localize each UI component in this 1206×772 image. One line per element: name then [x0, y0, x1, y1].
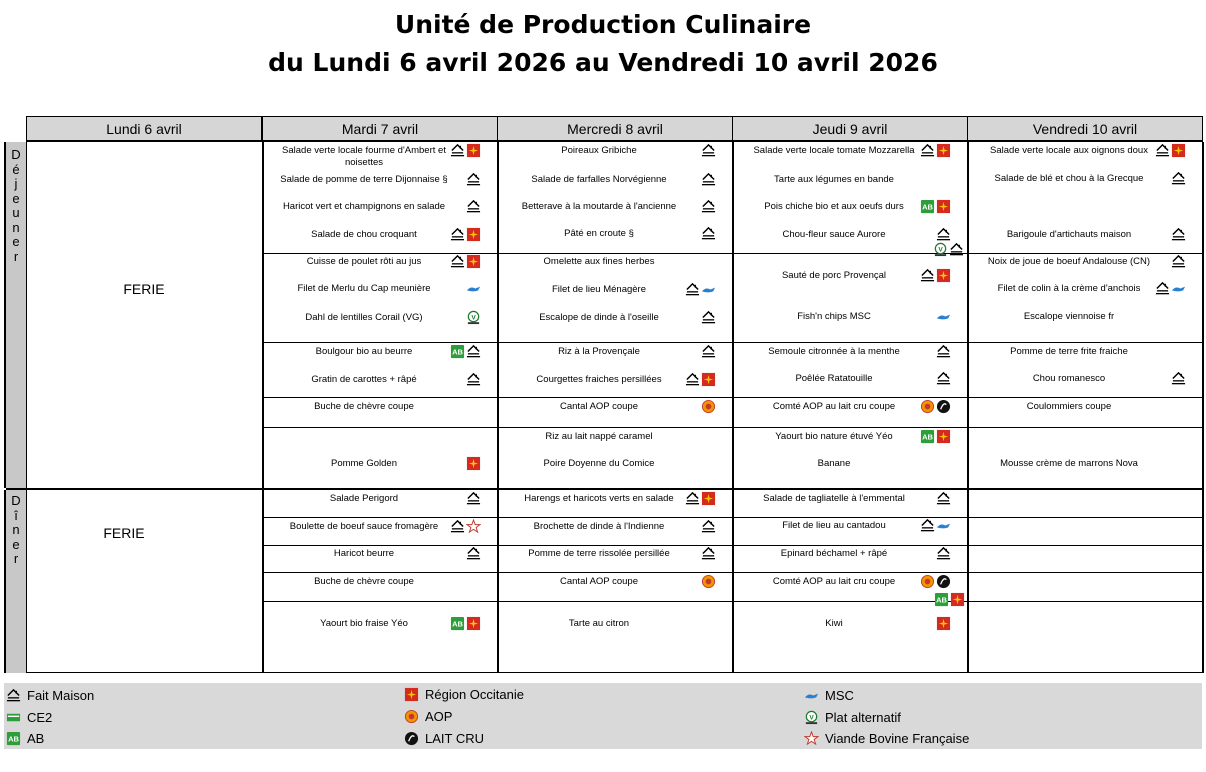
- menu-item-icons: [1155, 143, 1186, 158]
- legend-label: Plat alternatif: [825, 710, 901, 725]
- occitanie-icon: [936, 616, 951, 631]
- menu-item: Buche de chèvre coupe: [314, 401, 414, 412]
- fait-maison-icon: [920, 268, 935, 283]
- occitanie-icon: [701, 491, 716, 506]
- svg-text:V: V: [809, 714, 814, 722]
- grid-line: [263, 397, 1203, 398]
- fait-maison-icon: [949, 242, 964, 257]
- side-letter: n: [12, 522, 20, 537]
- occitanie-icon: [404, 687, 419, 702]
- menu-item-icons: [701, 143, 716, 158]
- grid-line: [732, 142, 734, 673]
- menu-item-icons: [450, 227, 481, 242]
- ce2-icon: [6, 710, 21, 725]
- side-letter: D: [11, 147, 21, 162]
- menu-item-icons: [685, 282, 716, 297]
- occitanie-icon: [936, 268, 951, 283]
- menu-item-icons: [936, 344, 951, 359]
- menu-item: Semoule citronnée à la menthe: [768, 346, 900, 357]
- msc-icon: [1171, 281, 1186, 296]
- menu-item: noisettes: [344, 157, 384, 168]
- menu-item: Dahl de lentilles Corail (VG): [305, 312, 423, 323]
- legend-label: LAIT CRU: [425, 731, 484, 746]
- menu-item-icons: [936, 546, 951, 561]
- menu-item-icons: [450, 519, 481, 534]
- menu-item: Riz au lait nappé caramel: [545, 431, 653, 442]
- plat-alternatif-icon: [466, 310, 481, 325]
- msc-icon: [936, 518, 951, 533]
- menu-item-icons: [1171, 371, 1186, 386]
- grid-line: [263, 253, 1203, 254]
- aop-icon: [920, 574, 935, 589]
- svg-text:AB: AB: [922, 202, 933, 212]
- occitanie-icon: [466, 227, 481, 242]
- menu-item: Filet de lieu au cantadou: [782, 520, 886, 531]
- menu-item-icons: [450, 616, 481, 631]
- fait-maison-icon: [701, 546, 716, 561]
- side-letter: r: [13, 551, 19, 566]
- page-title: Unité de Production Culinaire: [394, 10, 812, 39]
- menu-item: Coulommiers coupe: [1026, 401, 1112, 412]
- vbf-icon: [466, 519, 481, 534]
- menu-item: Pâté en croute §: [564, 228, 634, 239]
- legend-item: [404, 731, 484, 746]
- menu-item-icons: [936, 309, 951, 324]
- menu-item: Salade verte locale aux oignons doux: [990, 145, 1148, 156]
- menu-item: Epinard béchamel + râpé: [780, 548, 888, 559]
- menu-item-icons: [466, 281, 481, 296]
- menu-item-icons: [466, 199, 481, 214]
- legend-label: Fait Maison: [27, 688, 95, 703]
- fait-maison-icon: [701, 310, 716, 325]
- fait-maison-icon: [466, 546, 481, 561]
- menu-item: Haricot beurre: [333, 548, 395, 559]
- menu-item-icons: [685, 491, 716, 506]
- lait-cru-icon: [936, 399, 951, 414]
- grid-line: [263, 545, 1203, 546]
- grid-line: [26, 672, 1203, 673]
- fait-maison-icon: [685, 491, 700, 506]
- lait-cru-icon: [404, 731, 419, 746]
- ab-icon: [450, 616, 465, 631]
- fait-maison-icon: [1171, 254, 1186, 269]
- menu-item-icons: [466, 546, 481, 561]
- side-letter: î: [14, 507, 18, 523]
- menu-item: Cantal AOP coupe: [560, 576, 638, 587]
- menu-item-icons: [920, 429, 951, 444]
- menu-item-icons: [701, 574, 716, 589]
- menu-item-icons: [936, 491, 951, 506]
- menu-item: Tarte aux légumes en bande: [774, 174, 894, 185]
- legend-item: [6, 710, 52, 725]
- fait-maison-icon: [701, 519, 716, 534]
- fait-maison-icon: [466, 344, 481, 359]
- menu-item-icons: [450, 143, 481, 158]
- msc-icon: [936, 309, 951, 324]
- menu-item: Buche de chèvre coupe: [314, 576, 414, 587]
- menu-item: Betterave à la moutarde à l'ancienne: [521, 201, 677, 212]
- menu-item-icons: [936, 371, 951, 386]
- menu-item: Haricot vert et champignons en salade: [282, 201, 446, 212]
- side-letter: e: [12, 190, 20, 206]
- menu-item: Banane: [817, 458, 851, 469]
- fait-maison-icon: [701, 344, 716, 359]
- fait-maison-icon: [685, 372, 700, 387]
- menu-item-icons: [466, 372, 481, 387]
- menu-item: Escalope viennoise fr: [1023, 311, 1115, 322]
- legend-panel: [4, 683, 1202, 749]
- menu-item: Salade verte locale fourme d'Ambert et: [282, 145, 446, 156]
- menu-item: Boulgour bio au beurre: [315, 346, 413, 357]
- menu-item: Fish'n chips MSC: [797, 311, 871, 322]
- aop-icon: [404, 709, 419, 724]
- grid-line: [262, 142, 264, 673]
- legend-item: [804, 731, 969, 746]
- menu-item-icons: [466, 310, 481, 325]
- menu-item-icons: [1171, 227, 1186, 242]
- grid-line: [263, 601, 1203, 602]
- occitanie-icon: [936, 199, 951, 214]
- menu-item-icons: [466, 172, 481, 187]
- ferie-lunch: FERIE: [123, 281, 165, 297]
- menu-item-icons: [701, 344, 716, 359]
- occitanie-icon: [936, 429, 951, 444]
- fait-maison-icon: [685, 282, 700, 297]
- menu-item-icons: [701, 310, 716, 325]
- fait-maison-icon: [1171, 227, 1186, 242]
- menu-item: Chou romanesco: [1032, 373, 1106, 384]
- legend-label: AB: [27, 731, 45, 746]
- menu-item: Tarte au citron: [568, 618, 630, 629]
- menu-item: Pomme de terre frite fraiche: [1010, 346, 1128, 357]
- day-header-wednesday: Mercredi 8 avril: [497, 116, 733, 142]
- menu-item: Harengs et haricots verts en salade: [524, 493, 674, 504]
- menu-item: Salade verte locale tomate Mozzarella: [753, 145, 915, 156]
- fait-maison-icon: [701, 199, 716, 214]
- day-header-friday: Vendredi 10 avril: [967, 116, 1203, 142]
- menu-item: Comté AOP au lait cru coupe: [772, 576, 896, 587]
- fait-maison-icon: [936, 371, 951, 386]
- menu-item: Chou-fleur sauce Aurore: [782, 229, 886, 240]
- menu-item-icons: [450, 344, 481, 359]
- fait-maison-icon: [936, 344, 951, 359]
- aop-icon: [701, 399, 716, 414]
- ab-icon: [920, 199, 935, 214]
- menu-item: Brochette de dinde à l'Indienne: [533, 521, 665, 532]
- fait-maison-icon: [450, 143, 465, 158]
- menu-item: Poêlée Ratatouille: [795, 373, 873, 384]
- fait-maison-icon: [936, 546, 951, 561]
- fait-maison-icon: [466, 199, 481, 214]
- menu-item: Courgettes fraiches persillées: [536, 374, 662, 385]
- legend-item: [804, 710, 901, 725]
- extra-icons: [933, 242, 964, 257]
- msc-icon: [701, 282, 716, 297]
- fait-maison-icon: [920, 518, 935, 533]
- ab-icon: [450, 344, 465, 359]
- fait-maison-icon: [6, 688, 21, 703]
- ab-icon: [920, 429, 935, 444]
- msc-icon: [466, 281, 481, 296]
- side-letter: D: [11, 493, 21, 508]
- menu-item: Riz à la Provençale: [558, 346, 640, 357]
- side-letter: n: [12, 219, 20, 235]
- legend-label: MSC: [825, 688, 854, 703]
- svg-text:V: V: [938, 246, 943, 254]
- menu-item: Yaourt bio nature étuvé Yéo: [775, 431, 893, 442]
- legend-item: [804, 688, 854, 703]
- msc-icon: [804, 688, 819, 703]
- menu-item: Mousse crème de marrons Nova: [1000, 458, 1138, 469]
- fait-maison-icon: [701, 226, 716, 241]
- menu-item: Filet de lieu Ménagère: [552, 284, 646, 295]
- svg-text:AB: AB: [8, 734, 19, 744]
- aop-icon: [701, 574, 716, 589]
- menu-item-icons: [466, 491, 481, 506]
- menu-item-icons: [1155, 281, 1186, 296]
- ab-icon: [934, 592, 949, 607]
- menu-item: Salade de pomme de terre Dijonnaise §: [280, 174, 448, 185]
- menu-item: Barigoule d'artichauts maison: [1006, 229, 1132, 240]
- menu-item-icons: [920, 399, 951, 414]
- svg-text:AB: AB: [452, 619, 463, 629]
- menu-item-icons: [1171, 254, 1186, 269]
- menu-item: Pois chiche bio et aux oeufs durs: [764, 201, 904, 212]
- fait-maison-icon: [1171, 171, 1186, 186]
- grid-line: [967, 142, 969, 673]
- legend-label: Viande Bovine Française: [825, 731, 970, 746]
- fait-maison-icon: [450, 519, 465, 534]
- fait-maison-icon: [936, 227, 951, 242]
- grid-line: [26, 142, 27, 673]
- menu-item: Filet de colin à la crème d'anchois: [997, 283, 1141, 294]
- day-header-monday: Lundi 6 avril: [26, 116, 262, 142]
- legend-item: [6, 731, 44, 746]
- menu-item: Noix de joue de boeuf Andalouse (CN): [987, 256, 1151, 267]
- occitanie-icon: [950, 592, 965, 607]
- menu-item: Cuisse de poulet rôti au jus: [306, 256, 422, 267]
- menu-item: Salade de farfalles Norvégienne: [531, 174, 667, 185]
- menu-item: Salade de tagliatelle à l'emmental: [763, 493, 905, 504]
- fait-maison-icon: [1155, 281, 1170, 296]
- fait-maison-icon: [466, 491, 481, 506]
- menu-item: Poireaux Gribiche: [561, 145, 637, 156]
- menu-item-icons: [466, 456, 481, 471]
- menu-item: Kiwi: [825, 618, 843, 629]
- menu-item-icons: [920, 268, 951, 283]
- menu-item: Gratin de carottes + râpé: [311, 374, 417, 385]
- dejeuner-label: [6, 148, 26, 264]
- plat-alternatif-icon: [933, 242, 948, 257]
- occitanie-icon: [936, 143, 951, 158]
- fait-maison-icon: [936, 491, 951, 506]
- menu-item: Pomme Golden: [330, 458, 397, 469]
- legend-item: [404, 709, 452, 724]
- day-header-thursday: Jeudi 9 avril: [732, 116, 968, 142]
- vbf-icon: [804, 731, 819, 746]
- menu-item: Pomme de terre rissolée persillée: [528, 548, 670, 559]
- page-subtitle: du Lundi 6 avril 2026 au Vendredi 10 avril 2026: [268, 48, 938, 77]
- svg-text:AB: AB: [922, 432, 933, 442]
- grid-line: [1202, 142, 1204, 673]
- menu-item: Omelette aux fines herbes: [543, 256, 655, 267]
- grid-line: [497, 142, 499, 673]
- menu-item: Salade de chou croquant: [311, 229, 417, 240]
- menu-item-icons: [701, 199, 716, 214]
- plat-alternatif-icon: [804, 710, 819, 725]
- legend-label: AOP: [425, 709, 453, 724]
- menu-item: Yaourt bio fraise Yéo: [320, 618, 408, 629]
- svg-text:AB: AB: [452, 347, 463, 357]
- svg-text:V: V: [471, 314, 476, 322]
- menu-item: Cantal AOP coupe: [560, 401, 638, 412]
- menu-item-icons: [936, 227, 951, 242]
- menu-item-icons: [701, 519, 716, 534]
- lait-cru-icon: [936, 574, 951, 589]
- fait-maison-icon: [450, 227, 465, 242]
- menu-item-icons: [701, 399, 716, 414]
- fait-maison-icon: [466, 172, 481, 187]
- menu-item-icons: [1171, 171, 1186, 186]
- legend-item: [404, 687, 524, 702]
- occitanie-icon: [701, 372, 716, 387]
- legend-label: Région Occitanie: [425, 687, 524, 702]
- menu-item-icons: [920, 574, 951, 589]
- menu-item-icons: [685, 372, 716, 387]
- menu-item-icons: [701, 546, 716, 561]
- side-letter: é: [12, 161, 20, 177]
- menu-item: Escalope de dinde à l'oseille: [539, 312, 659, 323]
- occitanie-icon: [1171, 143, 1186, 158]
- grid-line: [263, 572, 1203, 573]
- side-letter: r: [13, 248, 19, 264]
- ab-icon: [6, 731, 21, 746]
- menu-item: Poire Doyenne du Comice: [543, 458, 655, 469]
- grid-line: [263, 427, 1203, 428]
- legend-item: [6, 688, 94, 703]
- occitanie-icon: [466, 456, 481, 471]
- fait-maison-icon: [1171, 371, 1186, 386]
- grid-line: [6, 488, 1203, 490]
- menu-item: Salade de blé et chou à la Grecque: [994, 173, 1144, 184]
- side-letter: e: [12, 536, 20, 552]
- side-letter: e: [12, 234, 20, 249]
- menu-item-icons: [920, 199, 951, 214]
- menu-item: Comté AOP au lait cru coupe: [772, 401, 896, 412]
- menu-item-icons: [450, 254, 481, 269]
- fait-maison-icon: [466, 372, 481, 387]
- grid-line: [263, 517, 1203, 518]
- fait-maison-icon: [701, 172, 716, 187]
- occitanie-icon: [466, 143, 481, 158]
- side-letter: j: [14, 176, 18, 191]
- menu-item-icons: [701, 226, 716, 241]
- menu-item: Boulette de boeuf sauce fromagère: [289, 521, 439, 532]
- extra-icons: [934, 592, 965, 607]
- side-letter: u: [12, 205, 20, 220]
- aop-icon: [920, 399, 935, 414]
- menu-item-icons: [920, 518, 951, 533]
- menu-item-icons: [920, 143, 951, 158]
- legend-label: CE2: [27, 710, 53, 725]
- fait-maison-icon: [1155, 143, 1170, 158]
- day-header-tuesday: Mardi 7 avril: [262, 116, 498, 142]
- occitanie-icon: [466, 616, 481, 631]
- grid-line: [263, 342, 1203, 343]
- fait-maison-icon: [920, 143, 935, 158]
- fait-maison-icon: [701, 143, 716, 158]
- menu-item: Filet de Merlu du Cap meunière: [297, 283, 431, 294]
- svg-text:AB: AB: [936, 595, 947, 605]
- menu-item-icons: [936, 616, 951, 631]
- fait-maison-icon: [450, 254, 465, 269]
- menu-item: Sauté de porc Provençal: [781, 270, 887, 281]
- occitanie-icon: [466, 254, 481, 269]
- menu-item-icons: [701, 172, 716, 187]
- menu-item: Salade Perigord: [329, 493, 399, 504]
- ferie-dinner: FERIE: [103, 525, 145, 541]
